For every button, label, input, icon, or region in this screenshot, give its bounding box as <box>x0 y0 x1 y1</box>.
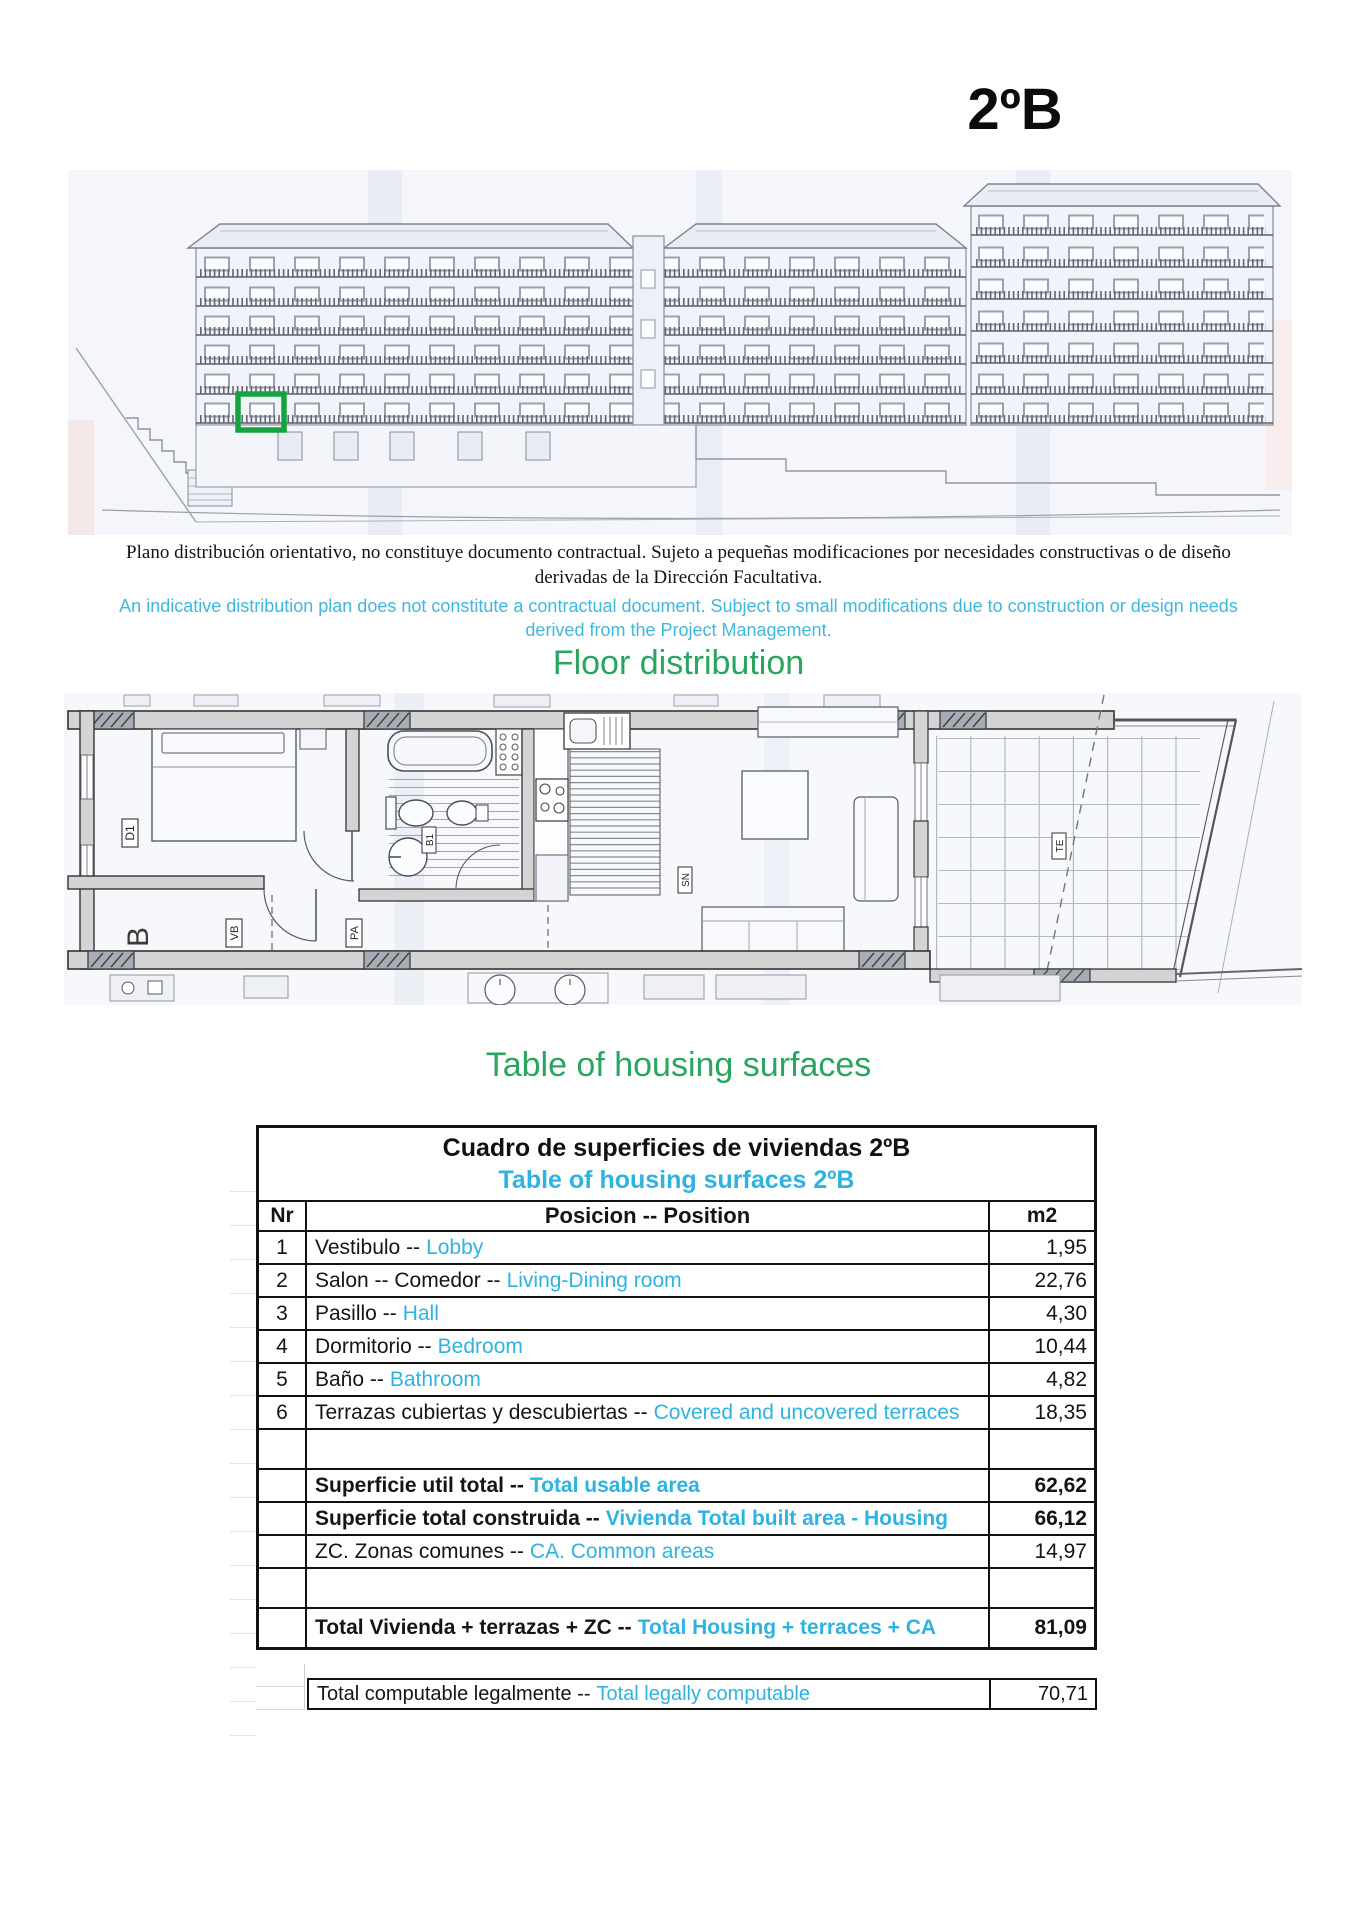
position-es: Baño -- <box>315 1367 384 1391</box>
area-value: 14,97 <box>988 1536 1094 1567</box>
disclaimer-es-line2: derivadas de la Dirección Facultativa. <box>534 567 823 588</box>
disclaimer-english <box>0 594 1357 642</box>
floor-distribution-heading: Floor distribution <box>552 644 805 682</box>
position-es: Pasillo -- <box>315 1301 397 1325</box>
position-en: Covered and uncovered terraces <box>653 1400 960 1424</box>
total-en: Vivienda Total built area - Housing <box>605 1506 948 1530</box>
spreadsheet-grid-stub-below <box>256 1664 305 1710</box>
disclaimer-en-line1: An indicative distribution plan does not constitute a contractual document. Subject to small modifications due to construction or design needs <box>119 596 1238 616</box>
table-header-row <box>259 1202 1094 1232</box>
page-title: 2ºB <box>967 77 1063 142</box>
header-m2: m2 <box>988 1202 1094 1230</box>
header-position: Posicion -- Position <box>544 1203 751 1228</box>
header-nr: Nr <box>259 1202 307 1230</box>
table-row <box>259 1364 1094 1397</box>
table-title <box>259 1128 1094 1202</box>
common-areas-row <box>259 1536 1094 1569</box>
position-en: Bedroom <box>437 1334 523 1358</box>
disclaimer-es-line1: Plano distribución orientativo, no constituye documento contractual. Sujeto a pequeñas modificaciones por necesidades constructivas o de diseño <box>126 542 1231 563</box>
plan-label-te: TE <box>1055 839 1066 853</box>
empty-row <box>259 1430 1094 1470</box>
spreadsheet-grid-stub <box>230 1158 256 1744</box>
total-es: Superficie util total -- <box>315 1473 524 1497</box>
empty-row <box>259 1569 1094 1609</box>
plan-label-sn: SN <box>681 873 692 887</box>
area-value: 62,62 <box>988 1470 1094 1501</box>
area-value: 10,44 <box>988 1331 1094 1362</box>
plan-label-block: B <box>122 926 155 948</box>
row-number: 6 <box>259 1397 307 1428</box>
total-usable-row <box>259 1470 1094 1503</box>
grand-total-es: Total Vivienda + terrazas + ZC -- <box>315 1616 632 1639</box>
disclaimer-en-line2: derived from the Project Management. <box>525 620 832 640</box>
legal-computable-row <box>307 1678 1097 1710</box>
position-en: Living-Dining room <box>506 1268 682 1292</box>
table-title-es: Cuadro de superficies de viviendas 2ºB <box>442 1134 911 1162</box>
position-en: Bathroom <box>389 1367 481 1391</box>
total-es: Superficie total construida -- <box>315 1506 600 1530</box>
common-es: ZC. Zonas comunes -- <box>315 1539 524 1563</box>
table-of-housing-surfaces-heading: Table of housing surfaces <box>485 1046 872 1084</box>
total-built-row <box>259 1503 1094 1536</box>
area-value: 4,30 <box>988 1298 1094 1329</box>
area-value: 1,95 <box>988 1232 1094 1263</box>
area-value: 18,35 <box>988 1397 1094 1428</box>
table-row <box>259 1397 1094 1430</box>
disclaimer-spanish <box>0 540 1357 590</box>
total-en: Total usable area <box>529 1473 700 1497</box>
grand-total-en: Total Housing + terraces + CA <box>637 1616 937 1639</box>
common-en: CA. Common areas <box>529 1539 715 1563</box>
position-en: Hall <box>402 1301 439 1325</box>
table-row <box>259 1331 1094 1364</box>
row-number: 3 <box>259 1298 307 1329</box>
row-number: 4 <box>259 1331 307 1362</box>
position-es: Dormitorio -- <box>315 1334 432 1358</box>
row-number: 1 <box>259 1232 307 1263</box>
table-title-en: Table of housing surfaces 2ºB <box>498 1166 855 1194</box>
table-row <box>259 1232 1094 1265</box>
plan-label-pa: PA <box>349 926 361 940</box>
position-es: Terrazas cubiertas y descubiertas -- <box>315 1400 648 1424</box>
position-en: Lobby <box>426 1235 484 1259</box>
plan-label-b1: B1 <box>425 833 436 847</box>
row-number: 2 <box>259 1265 307 1296</box>
area-value: 66,12 <box>988 1503 1094 1534</box>
area-value: 22,76 <box>988 1265 1094 1296</box>
floor-plan-drawing <box>64 693 1302 1005</box>
area-value: 4,82 <box>988 1364 1094 1395</box>
table-row <box>259 1265 1094 1298</box>
housing-surfaces-table <box>256 1125 1097 1650</box>
plan-label-vb: VB <box>229 925 241 941</box>
area-value: 70,71 <box>989 1680 1095 1708</box>
legal-en: Total legally computable <box>596 1682 810 1705</box>
position-es: Vestibulo -- <box>315 1235 421 1259</box>
row-number: 5 <box>259 1364 307 1395</box>
area-value: 81,09 <box>988 1609 1094 1647</box>
position-es: Salon -- Comedor -- <box>315 1268 501 1292</box>
building-elevation-drawing <box>68 170 1292 535</box>
table-row <box>259 1298 1094 1331</box>
plan-label-d1: D1 <box>123 825 137 841</box>
grand-total-row <box>259 1609 1094 1647</box>
legal-es: Total computable legalmente -- <box>317 1682 591 1705</box>
